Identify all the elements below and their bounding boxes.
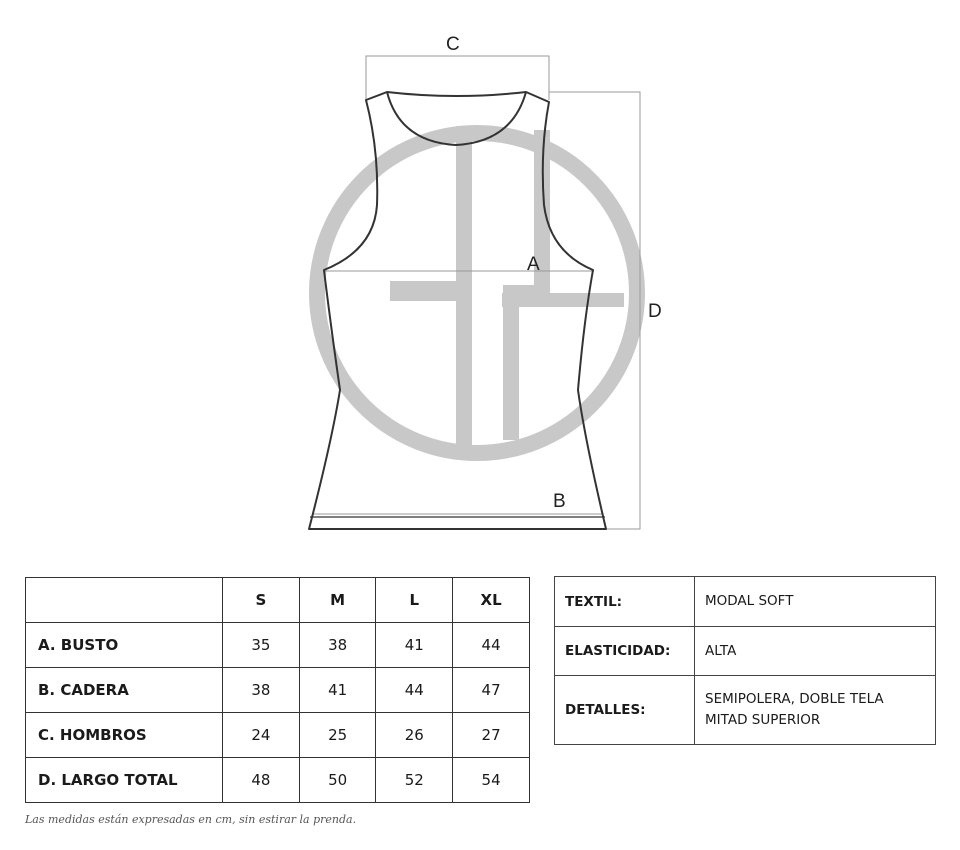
table-cell: 27 [453, 713, 530, 758]
header-empty [26, 578, 223, 623]
table-cell: 52 [376, 758, 453, 803]
size-table [25, 577, 530, 803]
row-label-cadera: B. CADERA [26, 668, 223, 713]
spec-value: ALTA [695, 627, 936, 676]
dimension-label-c: C [446, 34, 460, 55]
table-row [26, 758, 530, 803]
header-size-m: M [299, 578, 376, 623]
spec-key: DETALLES: [555, 676, 695, 745]
table-cell: 26 [376, 713, 453, 758]
header-size-xl: XL [453, 578, 530, 623]
spec-key: ELASTICIDAD: [555, 627, 695, 676]
dimension-label-b: B [553, 491, 566, 512]
spec-row-detalles [555, 676, 936, 745]
header-size-s: S [223, 578, 300, 623]
row-label-busto: A. BUSTO [26, 623, 223, 668]
table-row [26, 623, 530, 668]
table-cell: 24 [223, 713, 300, 758]
size-table-header-row [26, 578, 530, 623]
spec-row-textil [555, 577, 936, 627]
table-cell: 54 [453, 758, 530, 803]
table-cell: 38 [223, 668, 300, 713]
fabric-spec-table [554, 576, 936, 745]
dimension-label-d: D [648, 301, 662, 322]
table-cell: 41 [299, 668, 376, 713]
table-row [26, 668, 530, 713]
row-label-hombros: C. HOMBROS [26, 713, 223, 758]
table-cell: 50 [299, 758, 376, 803]
table-cell: 48 [223, 758, 300, 803]
spec-value: SEMIPOLERA, DOBLE TELA MITAD SUPERIOR [695, 676, 936, 745]
table-cell: 47 [453, 668, 530, 713]
header-size-l: L [376, 578, 453, 623]
table-cell: 35 [223, 623, 300, 668]
table-cell: 25 [299, 713, 376, 758]
spec-value: MODAL SOFT [695, 577, 936, 627]
row-label-largo-total: D. LARGO TOTAL [26, 758, 223, 803]
table-cell: 44 [376, 668, 453, 713]
spec-key: TEXTIL: [555, 577, 695, 627]
table-row [26, 713, 530, 758]
table-cell: 41 [376, 623, 453, 668]
table-cell: 44 [453, 623, 530, 668]
measurement-note: Las medidas están expresadas en cm, sin estirar la prenda. [25, 813, 357, 826]
table-cell: 38 [299, 623, 376, 668]
spec-row-elasticidad [555, 627, 936, 676]
dimension-label-a: A [527, 254, 540, 275]
